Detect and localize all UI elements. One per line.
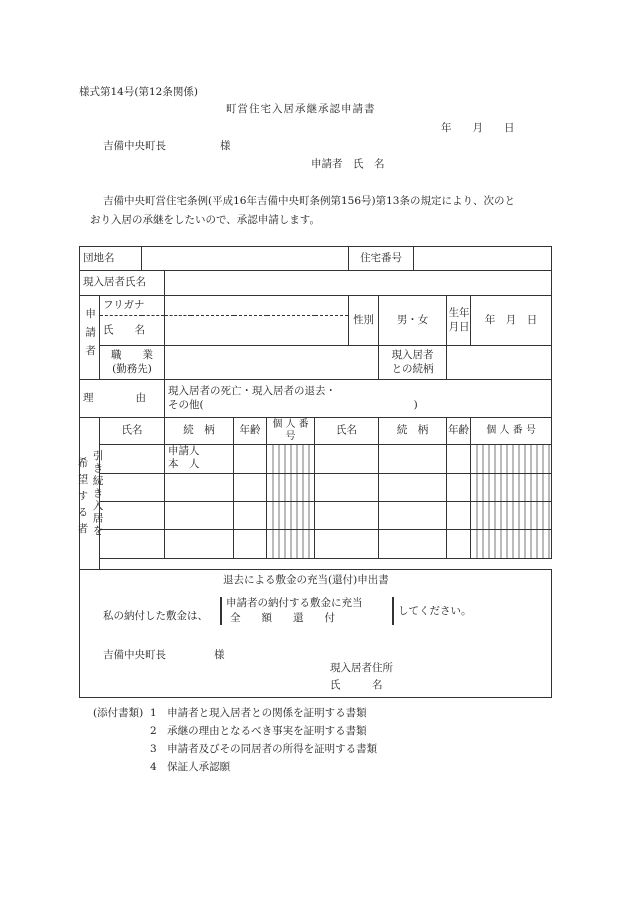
birthdate-label-text: 生年月日	[448, 307, 470, 333]
application-form-table	[76, 246, 552, 698]
jutaku-number-field[interactable]	[414, 247, 552, 271]
name-label: 氏 名	[100, 316, 165, 346]
successor-age-cell[interactable]	[447, 445, 471, 474]
col-id-1: 個 人 番 号	[267, 418, 315, 445]
furigana-field[interactable]	[165, 296, 349, 316]
successor-name-cell[interactable]	[315, 530, 379, 559]
danchi-label: 団地名	[80, 247, 142, 271]
successor-relation-cell[interactable]	[379, 474, 447, 502]
applicant-section-label	[80, 296, 100, 380]
current-resident-field[interactable]	[165, 271, 552, 296]
successor-age-cell[interactable]	[447, 530, 471, 559]
relation-self-text: 本 人	[168, 458, 200, 471]
successor-name-cell[interactable]	[100, 474, 165, 502]
deposit-address-label: 現入居者住所	[330, 662, 393, 674]
successor-name-cell[interactable]	[100, 530, 165, 559]
date-line: 年 月 日	[441, 122, 515, 134]
attachment-item-3: 3 申請者及びその同居者の所得を証明する書類	[150, 743, 378, 755]
deposit-addressee-honorific: 様	[214, 649, 225, 661]
successor-id-cell[interactable]	[471, 502, 552, 530]
furigana-label: フリガナ	[100, 296, 165, 316]
col-name-1: 氏名	[100, 418, 165, 445]
attachments-label: (添付書類)	[93, 707, 144, 719]
deposit-title: 退去による敷金の充当(還付)申出書	[223, 574, 389, 586]
attachment-item-4: 4 保証人承認願	[150, 761, 231, 773]
succession-vertical-line1: 引き続き入居を	[91, 449, 104, 538]
relation-field[interactable]	[447, 346, 552, 380]
name-field[interactable]	[165, 316, 349, 346]
col-relation-2: 続 柄	[379, 418, 447, 445]
successor-age-cell[interactable]	[234, 502, 267, 530]
jutaku-number-label: 住宅番号	[349, 247, 414, 271]
successor-id-cell[interactable]	[267, 502, 315, 530]
successor-relation-cell[interactable]	[165, 530, 234, 559]
deposit-option-refund[interactable]: 全 額 還 付	[230, 612, 335, 624]
reason-field[interactable]	[165, 380, 552, 418]
current-resident-label: 現入居者氏名	[80, 271, 165, 296]
relation-label	[379, 346, 447, 380]
successor-age-cell[interactable]	[447, 474, 471, 502]
successor-relation-cell[interactable]	[379, 502, 447, 530]
birthdate-label	[447, 296, 471, 346]
col-relation-1: 続 柄	[165, 418, 234, 445]
applicant-name-label: 申請者 氏 名	[311, 158, 385, 170]
successor-id-cell[interactable]	[267, 474, 315, 502]
successor-name-cell[interactable]	[100, 445, 165, 474]
successor-age-cell[interactable]	[234, 474, 267, 502]
intro-line-1: 吉備中央町営住宅条例(平成16年吉備中央町条例第156号)第13条の規定により、次のと	[103, 195, 515, 207]
successor-name-cell[interactable]	[315, 502, 379, 530]
successor-name-cell[interactable]	[100, 502, 165, 530]
successor-name-cell[interactable]	[315, 445, 379, 474]
reason-label: 理 由	[80, 380, 165, 418]
successor-age-cell[interactable]	[447, 502, 471, 530]
deposit-option-apply[interactable]: 申請者の納付する敷金に充当	[226, 597, 363, 609]
col-age-1: 年齢	[234, 418, 267, 445]
deposit-name-label: 氏 名	[330, 679, 383, 691]
birthdate-field[interactable]: 年 月 日	[471, 296, 552, 346]
occupation-label-text: 職 業	[111, 349, 153, 362]
intro-line-2: おり入居の承継をしたいので、承認申請します。	[90, 214, 320, 226]
col-age-2: 年齢	[447, 418, 471, 445]
attachment-item-1: 1 申請者と現入居者との関係を証明する書類	[150, 707, 367, 719]
reason-options-line1: 現入居者の死亡・現入居者の退去・	[168, 385, 336, 398]
form-number: 様式第14号(第12条関係)	[79, 86, 198, 98]
gender-label: 性別	[349, 296, 379, 346]
successor-relation-cell[interactable]	[165, 474, 234, 502]
relation-label-line2: との続柄	[391, 362, 434, 375]
col-id-2: 個 人 番 号	[471, 418, 552, 445]
successor-age-cell[interactable]	[234, 530, 267, 559]
successor-id-cell[interactable]	[267, 530, 315, 559]
deposit-addressee: 吉備中央町長	[103, 649, 166, 661]
gender-field[interactable]: 男・女	[379, 296, 447, 346]
col-name-2: 氏名	[315, 418, 379, 445]
successor-relation-cell[interactable]	[165, 445, 234, 474]
addressee: 吉備中央町長	[103, 140, 166, 152]
successor-age-cell[interactable]	[234, 445, 267, 474]
succession-vertical-line2: 希望する者	[76, 457, 89, 540]
successor-name-cell[interactable]	[315, 474, 379, 502]
workplace-label-text: (勤務先)	[112, 362, 152, 375]
succession-section-label	[76, 418, 104, 570]
occupation-field[interactable]	[165, 346, 379, 380]
successor-id-cell[interactable]	[471, 530, 552, 559]
successor-relation-cell[interactable]	[379, 445, 447, 474]
successor-id-cell[interactable]	[471, 445, 552, 474]
deposit-notice-section	[80, 570, 552, 698]
deposit-suffix: してください。	[398, 605, 472, 617]
successor-relation-cell[interactable]	[379, 530, 447, 559]
successor-relation-cell[interactable]	[165, 502, 234, 530]
addressee-honorific: 様	[220, 140, 231, 152]
successor-id-cell[interactable]	[267, 445, 315, 474]
occupation-label	[100, 346, 165, 380]
successor-id-cell[interactable]	[471, 474, 552, 502]
document-title: 町営住宅入居承継承認申請書	[226, 103, 376, 115]
applicant-vertical-text: 申請者	[84, 307, 97, 364]
deposit-prefix: 私の納付した敷金は、	[103, 610, 208, 622]
attachment-item-2: 2 承継の理由となるべき事実を証明する書類	[150, 725, 367, 737]
danchi-field[interactable]	[142, 247, 349, 271]
reason-other-line: その他( )	[168, 398, 418, 411]
relation-applicant-text: 申請人	[168, 445, 200, 457]
relation-label-line1: 現入居者	[391, 349, 434, 362]
